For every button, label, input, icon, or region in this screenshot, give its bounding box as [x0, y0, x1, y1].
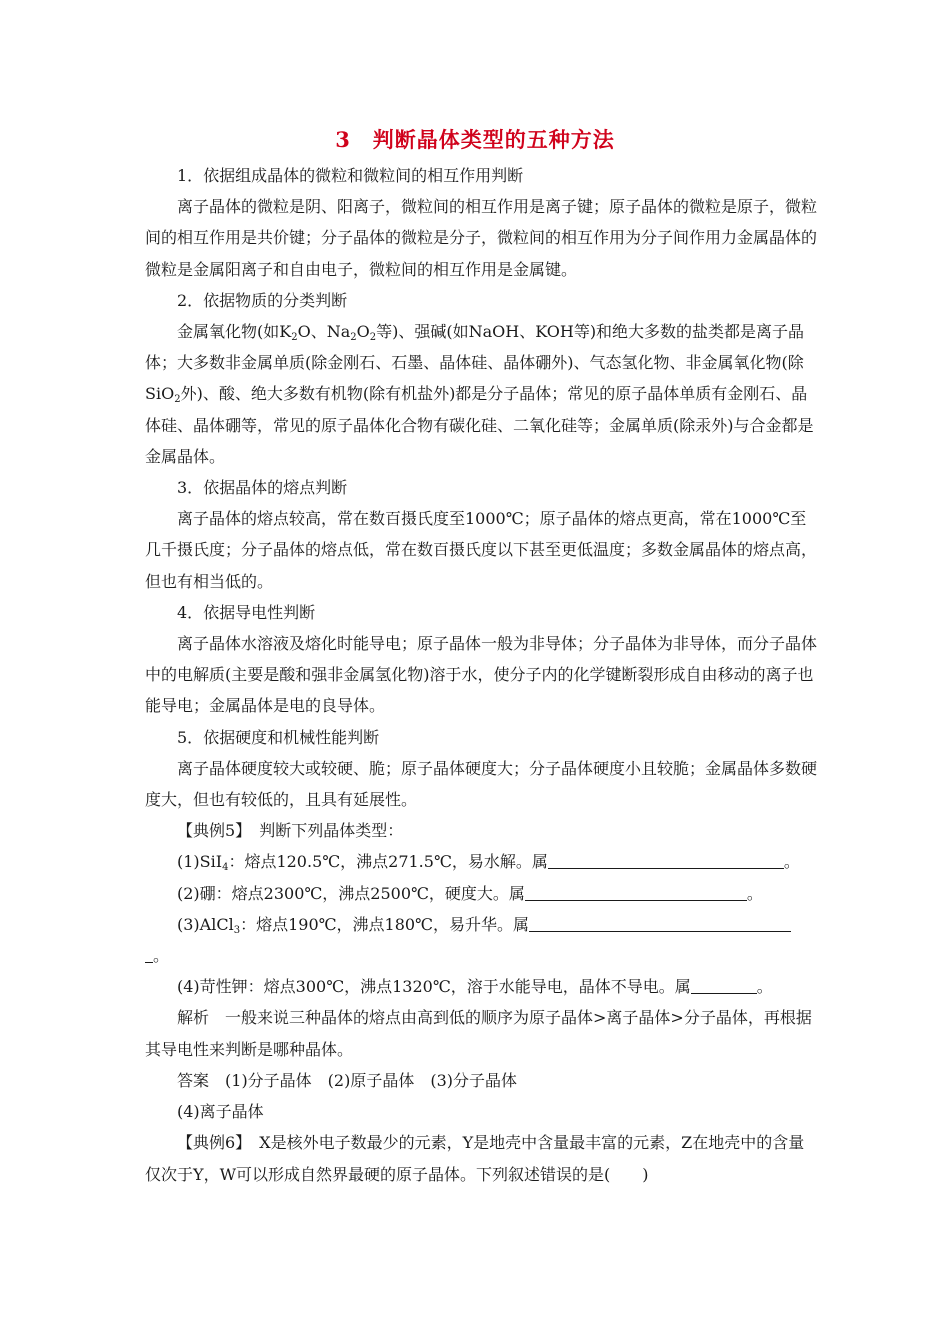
document-body	[145, 160, 820, 1190]
section-1-heading: 1．依据组成晶体的微粒和微粒间的相互作用判断	[177, 166, 524, 185]
answer-blank-2	[525, 884, 747, 901]
example-5-question-3: (3)AlCl$_3$：熔点190℃，沸点180℃，易升华。属	[145, 909, 820, 940]
example-5-question-2: (2)硼：熔点2300℃，沸点2500℃，硬度大。属 。	[177, 883, 763, 903]
example-5-analysis: 解析 一般来说三种晶体的熔点由高到低的顺序为原子晶体>离子晶体>分子晶体，再根据其导电性来判断是哪种晶体。	[145, 1008, 812, 1059]
section-3-heading: 3．依据晶体的熔点判断	[177, 478, 348, 498]
example-5-answer-4: (4)离子晶体	[177, 1102, 264, 1122]
page-title: 3 判断晶体类型的五种方法	[335, 127, 615, 152]
answer-blank-3	[529, 915, 791, 932]
section-4-heading: 4．依据导电性判断	[177, 602, 316, 622]
section-5-heading: 5．依据硬度和机械性能判断	[177, 727, 380, 747]
example-5-answer: 答案 (1)分子晶体 (2)原子晶体 (3)分子晶体	[177, 1070, 518, 1090]
section-3-paragraph: 离子晶体的熔点较高，常在数百摄氏度至1000℃；原子晶体的熔点更高，常在1000℃至几千摄氏度；分子晶体的熔点低，常在数百摄氏度以下甚至更低温度；多数金属晶体的熔点高，但也有相当低的。	[145, 509, 818, 591]
answer-label: 答案	[177, 1070, 210, 1090]
example-5-question-4: (4)苛性钾：熔点300℃，沸点1320℃，溶于水能导电，晶体不导电。属 。	[177, 977, 773, 997]
answer-blank-3b	[145, 946, 153, 963]
example-5-stem: 【典例5】 判断下列晶体类型：	[177, 821, 404, 841]
section-5-paragraph: 离子晶体硬度较大或较硬、脆；原子晶体硬度大；分子晶体硬度小且较脆；金属晶体多数硬度大，但也有较低的，且具有延展性。	[145, 758, 818, 810]
section-2-heading: 2．依据物质的分类判断	[177, 290, 348, 310]
example-6-stem: 【典例6】 X是核外电子数最少的元素，Y是地壳中含量最丰富的元素，Z在地壳中的含量仅次于Y，W可以形成自然界最硬的原子晶体。下列叙述错误的是( )	[145, 1133, 805, 1184]
example-6-label: 【典例6】	[177, 1133, 244, 1153]
answer-blank-4	[691, 977, 757, 994]
example-5-label: 【典例5】	[177, 821, 244, 841]
section-2-paragraph: 金属氧化物(如$K_2O$、$Na_2O_2$等)、强碱(如NaOH、KOH等)和绝大多数的盐类都是离子晶体；大多数非金属单质(除金刚石、石墨、晶体硅、晶体硼外)、气态氢化物、非金属氧化物(除SiO$_2$外)、酸、绝大多数有机物(除有机盐外)都是分子晶体；常见的原子晶体单质有金刚石、晶体硅、晶体硼等，常见的原子晶体化合物有碳化硅、二氧化硅等；金属单质(除汞外)与合金都是金属晶体。	[145, 322, 814, 466]
answer-blank-1	[548, 852, 784, 869]
example-5-question-1: (1)SiI$_4$：熔点120.5℃，沸点271.5℃，易水解。属 。	[177, 852, 800, 874]
example-5-question-3-cont: 。	[145, 940, 820, 971]
section-4-paragraph: 离子晶体水溶液及熔化时能导电；原子晶体一般为非导体；分子晶体为非导体，而分子晶体中的电解质(主要是酸和强非金属氢化物)溶于水，使分子内的化学键断裂形成自由移动的离子也能导电；金属晶体是电的良导体。	[145, 634, 818, 716]
section-1-paragraph: 离子晶体的微粒是阴、阳离子，微粒间的相互作用是离子键；原子晶体的微粒是原子，微粒间的相互作用是共价键；分子晶体的微粒是分子，微粒间的相互作用为分子间作用力金属晶体的微粒是金属阳离子和自由电子，微粒间的相互作用是金属键。	[145, 197, 818, 279]
analysis-label: 解析	[177, 1008, 210, 1028]
